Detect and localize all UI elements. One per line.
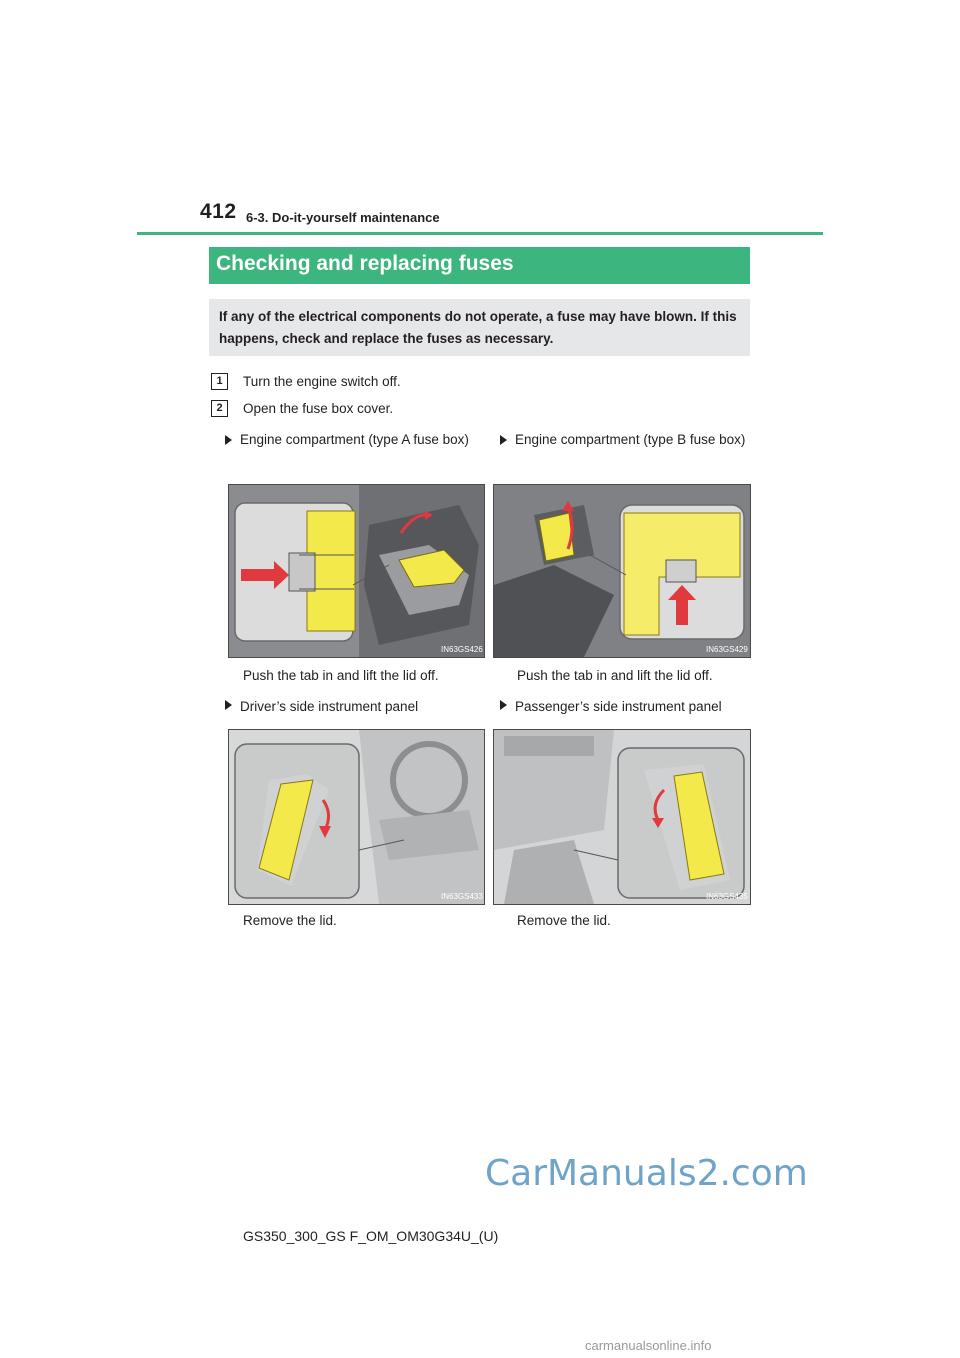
bullet-triangle-icon [500,700,507,710]
step-text-1: Turn the engine switch off. [243,374,401,389]
photo-code-429: IN63GS429 [706,645,748,654]
section-title: 6-3. Do-it-yourself maintenance [246,210,440,225]
page-number: 412 [200,200,237,223]
watermark-small: carmanualsonline.info [585,1338,712,1353]
caption-passenger: Remove the lid. [517,913,611,928]
panel-title-type-b [500,430,748,450]
photo-code-435: IN63GS435 [706,892,748,901]
step-text-2: Open the fuse box cover. [243,401,394,416]
engine-type-b-illustration [494,485,750,657]
engine-type-a-illustration [229,485,484,657]
caption-driver: Remove the lid. [243,913,337,928]
bullet-triangle-icon [500,435,507,445]
passenger-panel-illustration [494,730,750,904]
panel-title-passenger [500,697,722,717]
photo-code-433: IN63GS433 [441,892,483,901]
driver-panel-illustration [229,730,484,904]
watermark-logo: CarManuals2.com [485,1153,808,1194]
bullet-triangle-icon [225,435,232,445]
caption-type-b: Push the tab in and lift the lid off. [517,668,713,683]
panel-title-passenger-text: Passenger’s side instrument panel [515,699,722,714]
step-number-1: 1 [211,373,228,390]
photo-engine-type-b [493,484,751,658]
header-rule [137,232,823,235]
panel-title-type-a-text: Engine compartment (type A fuse box) [240,432,469,447]
bullet-triangle-icon [225,700,232,710]
step-number-2: 2 [211,400,228,417]
intro-text: If any of the electrical components do not operate, a fuse may have blown. If this happens, check and replace the fuses as necessary. [219,309,737,346]
caption-type-a: Push the tab in and lift the lid off. [243,668,439,683]
panel-title-driver-text: Driver’s side instrument panel [240,699,419,714]
photo-driver-panel [228,729,485,905]
photo-engine-type-a [228,484,485,658]
photo-code-426: IN63GS426 [441,645,483,654]
panel-title-driver [225,697,418,717]
page-heading: Checking and replacing fuses [216,252,514,275]
panel-title-type-b-text: Engine compartment (type B fuse box) [515,432,746,447]
footer-doc-code: GS350_300_GS F_OM_OM30G34U_(U) [243,1228,499,1244]
panel-title-type-a [225,430,483,450]
photo-passenger-panel [493,729,751,905]
